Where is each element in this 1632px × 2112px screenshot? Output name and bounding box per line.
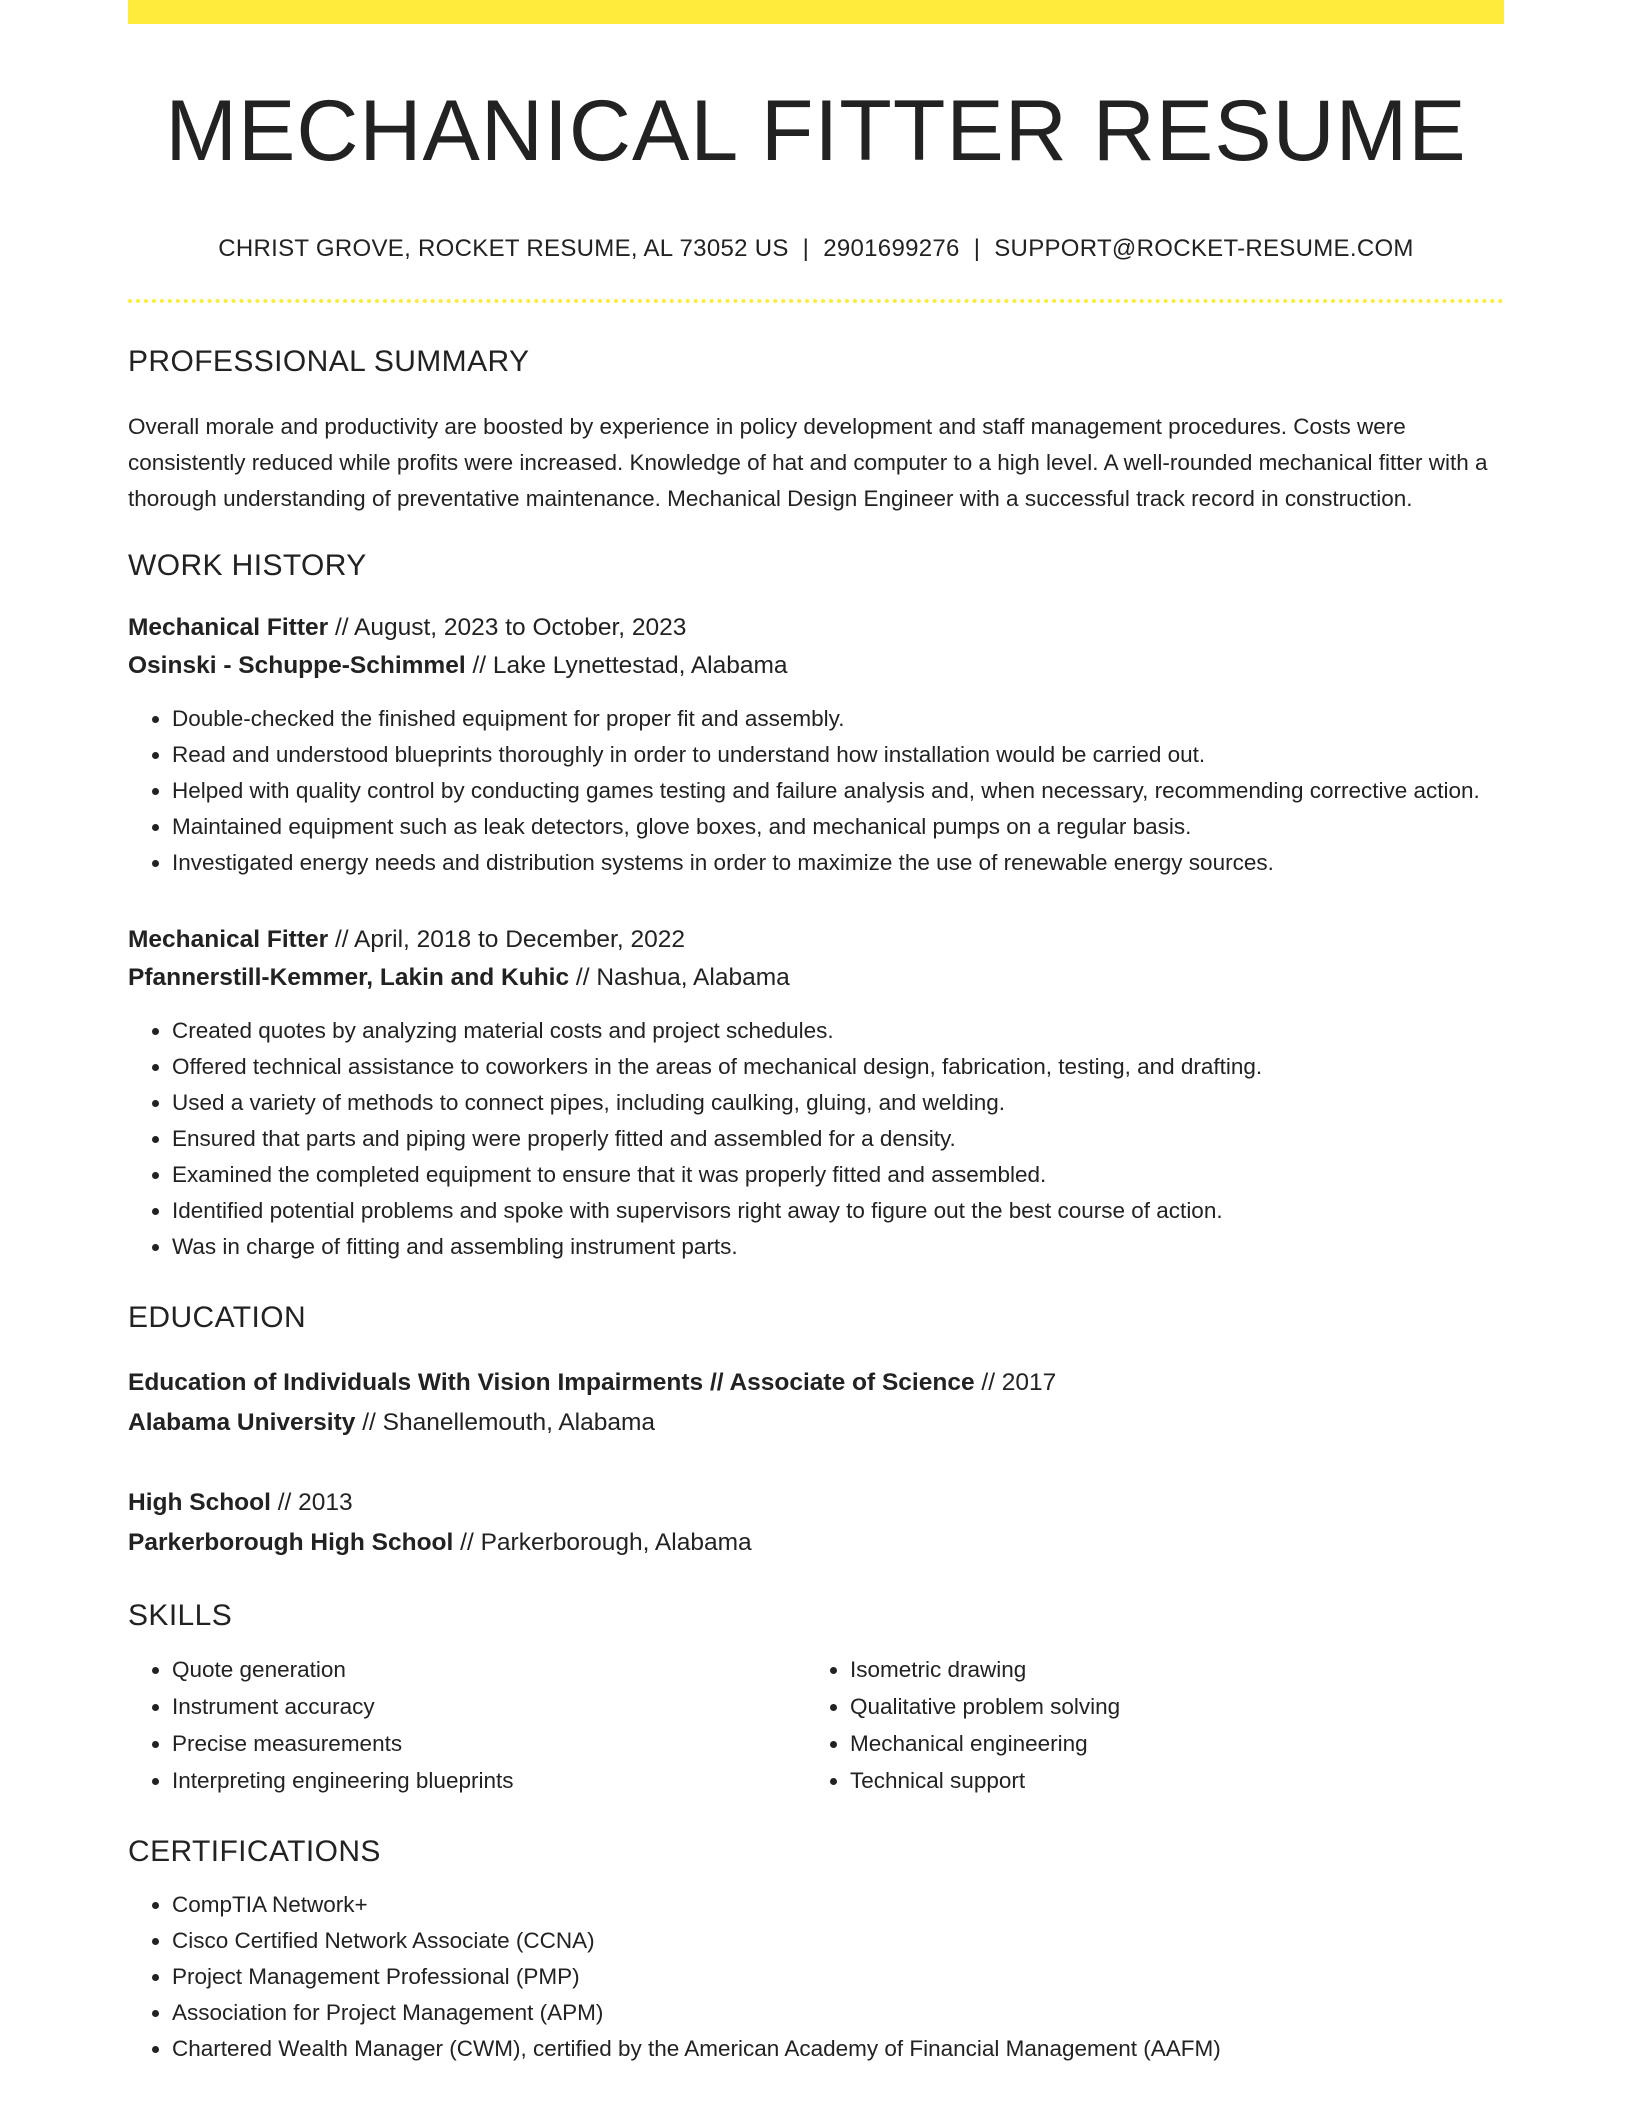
education-year: // 2013 [270, 1488, 353, 1516]
job-company-line [128, 647, 1504, 685]
list-item: • Used a variety of methods to connect pipes, including caulking, gluing, and welding. [172, 1085, 1504, 1121]
education-entry [128, 1363, 1504, 1443]
education-school: Alabama University [128, 1408, 356, 1436]
education-degree: High School [128, 1488, 271, 1516]
job-dates: // August, 2023 to October, 2023 [328, 613, 687, 641]
list-item: • Offered technical assistance to coworkers in the areas of mechanical design, fabrication, testing, and drafting. [172, 1049, 1504, 1085]
contact-separator: | [802, 234, 810, 262]
resume-page [128, 0, 1504, 2067]
list-item: • Association for Project Management (APM) [172, 1995, 1504, 2031]
job-location: // Lake Lynettestad, Alabama [465, 651, 788, 679]
list-item: • Cisco Certified Network Associate (CCNA) [172, 1923, 1504, 1959]
list-item: • Was in charge of fitting and assembling instrument parts. [172, 1229, 1504, 1265]
list-item: • Examined the completed equipment to ensure that it was properly fitted and assembled. [172, 1157, 1504, 1193]
list-item: • Precise measurements [172, 1725, 806, 1762]
list-item: • Double-checked the finished equipment for proper fit and assembly. [172, 701, 1504, 737]
skills-column-left [128, 1651, 806, 1799]
job-title: Mechanical Fitter [128, 925, 329, 953]
summary-text: Overall morale and productivity are boosted by experience in policy development and staff management procedures. Costs were consistently reduced while profits were increased. Knowledge of hat and computer to a high level. A well-rounded mechanical fitter with a thorough understanding of preventative maintenance. Mechanical Design Engineer with a successful track record in construction. [128, 413, 1488, 511]
education-heading: EDUCATION [128, 1300, 307, 1334]
list-item: • CompTIA Network+ [172, 1887, 1504, 1923]
job-company: Pfannerstill-Kemmer, Lakin and Kuhic [128, 963, 570, 991]
skills-list [128, 1651, 1504, 1799]
certifications-list [128, 1887, 1504, 2067]
list-item: • Project Management Professional (PMP) [172, 1959, 1504, 1995]
dotted-divider [128, 299, 1504, 303]
job-bullets [128, 701, 1504, 881]
contact-phone: 2901699276 [823, 234, 960, 262]
job-entry [128, 609, 1504, 881]
list-item: • Read and understood blueprints thoroughly in order to understand how installation would be carried out. [172, 737, 1504, 773]
list-item: • Investigated energy needs and distribution systems in order to maximize the use of renewable energy sources. [172, 845, 1504, 881]
education-year: // 2017 [974, 1368, 1057, 1396]
education-school: Parkerborough High School [128, 1528, 454, 1556]
list-item: • Qualitative problem solving [850, 1688, 1484, 1725]
job-title-line [128, 609, 1504, 647]
accent-top-bar [128, 0, 1504, 24]
contact-email: SUPPORT@ROCKET-RESUME.COM [994, 234, 1414, 262]
education-school-line [128, 1523, 1504, 1563]
job-company-line [128, 959, 1504, 997]
education-degree-line [128, 1483, 1504, 1523]
list-item: • Quote generation [172, 1651, 806, 1688]
list-item: • Maintained equipment such as leak detectors, glove boxes, and mechanical pumps on a regular basis. [172, 809, 1504, 845]
resume-title: MECHANICAL FITTER RESUME [165, 83, 1467, 179]
certifications-heading: CERTIFICATIONS [128, 1834, 381, 1868]
education-degree-line [128, 1363, 1504, 1403]
job-location: // Nashua, Alabama [569, 963, 790, 991]
list-item: • Interpreting engineering blueprints [172, 1762, 806, 1799]
list-item: • Created quotes by analyzing material costs and project schedules. [172, 1013, 1504, 1049]
list-item: • Isometric drawing [850, 1651, 1484, 1688]
list-item: • Helped with quality control by conducting games testing and failure analysis and, when necessary, recommending corrective action. [172, 773, 1504, 809]
list-item: • Instrument accuracy [172, 1688, 806, 1725]
list-item: • Chartered Wealth Manager (CWM), certified by the American Academy of Financial Management (AAFM) [172, 2031, 1504, 2067]
job-entry [128, 921, 1504, 1265]
job-title: Mechanical Fitter [128, 613, 329, 641]
job-bullets [128, 1013, 1504, 1265]
job-company: Osinski - Schuppe-Schimmel [128, 651, 466, 679]
education-degree: Education of Individuals With Vision Impairments // Associate of Science [128, 1368, 975, 1396]
education-location: // Shanellemouth, Alabama [355, 1408, 656, 1436]
education-location: // Parkerborough, Alabama [453, 1528, 752, 1556]
education-entry [128, 1483, 1504, 1563]
skills-column-right [806, 1651, 1484, 1799]
summary-heading: PROFESSIONAL SUMMARY [128, 344, 530, 378]
list-item: • Ensured that parts and piping were properly fitted and assembled for a density. [172, 1121, 1504, 1157]
contact-line [128, 235, 1504, 263]
skills-heading: SKILLS [128, 1598, 233, 1632]
contact-separator: | [973, 234, 981, 262]
list-item: • Identified potential problems and spoke with supervisors right away to figure out the best course of action. [172, 1193, 1504, 1229]
work-history-heading: WORK HISTORY [128, 548, 367, 582]
list-item: • Technical support [850, 1762, 1484, 1799]
job-dates: // April, 2018 to December, 2022 [328, 925, 685, 953]
education-school-line [128, 1403, 1504, 1443]
contact-address: CHRIST GROVE, ROCKET RESUME, AL 73052 US [218, 234, 789, 262]
job-title-line [128, 921, 1504, 959]
list-item: • Mechanical engineering [850, 1725, 1484, 1762]
